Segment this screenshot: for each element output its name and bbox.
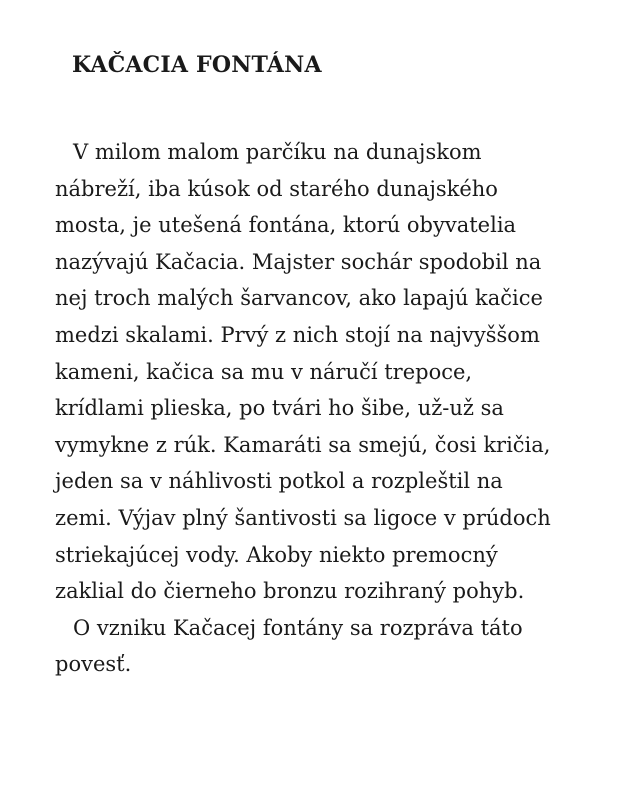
text-line: V milom malom parčíku na dunajskom	[73, 140, 482, 164]
text-line: krídlami plieska, po tvári ho šibe, už-už sa	[55, 396, 504, 421]
text-line: nazývajú Kačacia. Majster sochár spodobil na	[55, 249, 542, 274]
text-line: kameni, kačica sa mu v náručí trepoce,	[55, 359, 473, 384]
text-line: zaklial do čierneho bronzu rozihraný pohyb.	[55, 579, 525, 604]
text-line: nábreží, iba kúsok od starého dunajského	[55, 176, 498, 201]
text-line: striekajúcej vody. Akoby niekto premocný	[55, 542, 498, 567]
text-line: jeden sa v náhlivosti potkol a rozpleštil na	[55, 469, 503, 494]
chapter-title: KAČACIA FONTÁNA	[72, 52, 322, 78]
text-line: zemi. Výjav plný šantivosti sa ligoce v prúdoch	[55, 505, 551, 530]
text-line: vymykne z rúk. Kamaráti sa smejú, čosi kričia,	[55, 432, 551, 457]
text-line: mosta, je utešená fontána, ktorú obyvatelia	[55, 213, 517, 238]
paragraph-1	[55, 134, 595, 610]
text-line: povesť.	[55, 652, 132, 677]
text-line: medzi skalami. Prvý z nich stojí na najvyššom	[55, 322, 540, 347]
text-line: nej troch malých šarvancov, ako lapajú kačice	[55, 286, 543, 311]
text-line: O vzniku Kačacej fontány sa rozpráva táto	[73, 615, 523, 640]
chapter-body	[55, 134, 595, 683]
paragraph-2	[55, 610, 595, 683]
